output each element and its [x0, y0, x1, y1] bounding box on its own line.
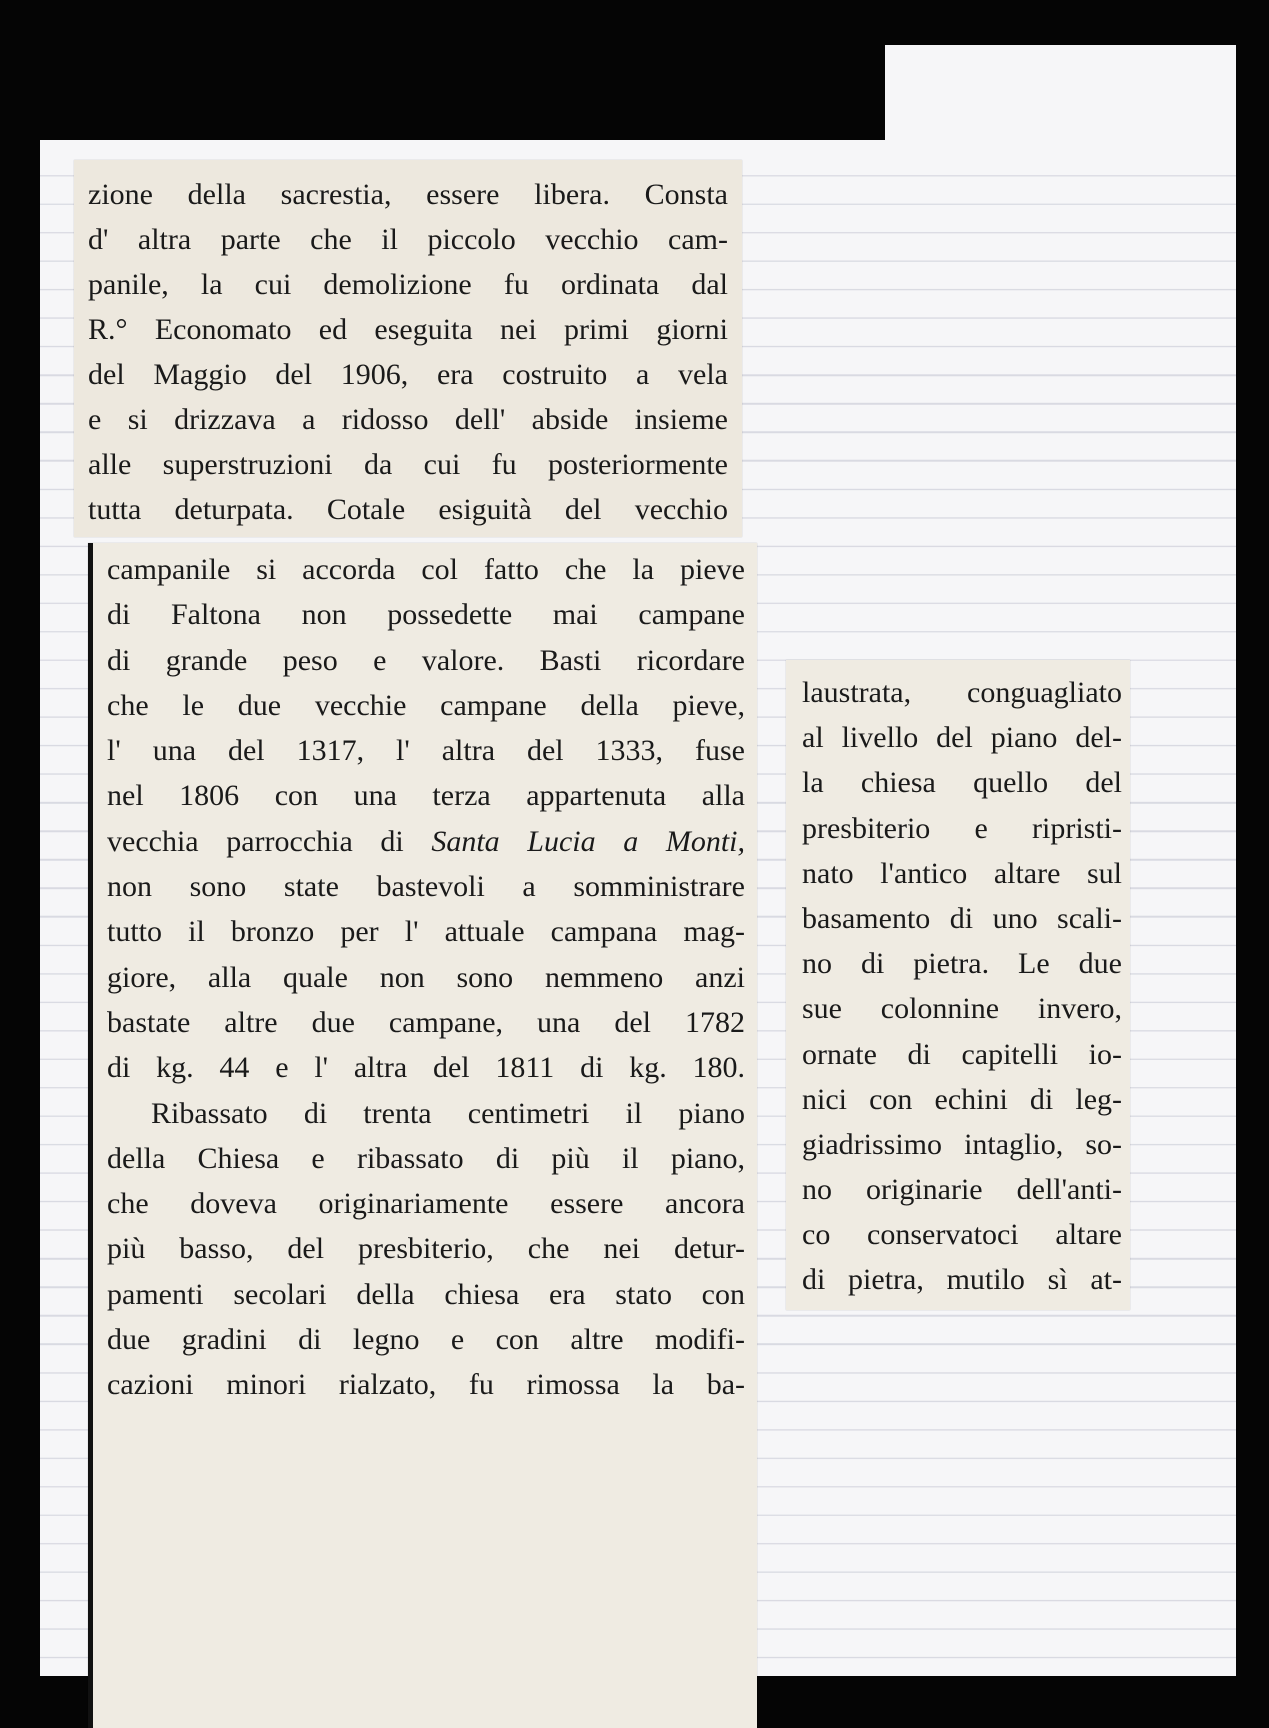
text-line: nici con echini di leg-	[802, 1082, 1122, 1116]
text-line: giore, alla quale non sono nemmeno anzi	[107, 960, 745, 994]
text-line: no originarie dell'anti-	[802, 1173, 1122, 1207]
text-segment: vecchia parrocchia di	[107, 824, 432, 858]
text-line: la chiesa quello del	[802, 766, 1122, 800]
text-line: nel 1806 con una terza appartenuta alla	[107, 779, 745, 813]
text-line: pamenti secolari della chiesa era stato con	[107, 1277, 745, 1311]
text-line: ornate di capitelli io-	[802, 1037, 1122, 1071]
text-line: zione della sacrestia, essere libera. Consta	[88, 178, 728, 211]
text-line: co conservatoci altare	[802, 1218, 1122, 1252]
text-line: l' una del 1317, l' altra del 1333, fuse	[107, 734, 745, 768]
text-line: di grande peso e valore. Basti ricordare	[107, 643, 745, 677]
text-line: del Maggio del 1906, era costruito a vela	[88, 358, 728, 391]
text-line: due gradini di legno e con altre modifi-	[107, 1323, 745, 1357]
text-line: nato l'antico altare sul	[802, 856, 1122, 890]
newspaper-clipping-right	[786, 660, 1130, 1310]
newspaper-clipping-main	[88, 543, 757, 1728]
text-line-with-place-name	[107, 819, 745, 864]
text-line: presbiterio e ripristi-	[802, 811, 1122, 845]
text-line: cazioni minori rialzato, fu rimossa la ba-	[107, 1368, 745, 1402]
text-line: giadrissimo intaglio, so-	[802, 1127, 1122, 1161]
text-line: campanile si accorda col fatto che la pieve	[107, 553, 745, 586]
text-line: della Chiesa e ribassato di più il piano,	[107, 1141, 745, 1175]
text-line: alle superstruzioni da cui fu posteriormente	[88, 448, 728, 481]
album-page-tab	[885, 45, 1236, 155]
clipping-text	[88, 172, 728, 532]
text-line: no di pietra. Le due	[802, 947, 1122, 981]
text-line: e si drizzava a ridosso dell' abside insieme	[88, 403, 728, 436]
text-line: di pietra, mutilo sì at-	[802, 1263, 1122, 1297]
text-line: tutto il bronzo per l' attuale campana mag-	[107, 915, 745, 949]
newspaper-clipping-top-left	[74, 160, 742, 537]
clipping-text	[107, 547, 745, 1408]
text-line: più basso, del presbiterio, che nei detur-	[107, 1232, 745, 1266]
text-line: R.° Economato ed eseguita nei primi giorni	[88, 313, 728, 346]
text-line: bastate altre due campane, una del 1782	[107, 1005, 745, 1039]
text-line: panile, la cui demolizione fu ordinata dal	[88, 268, 728, 301]
text-line: che doveva originariamente essere ancora	[107, 1187, 745, 1221]
text-line: d' altra parte che il piccolo vecchio cam-	[88, 223, 728, 256]
text-line: laustrata, conguagliato	[802, 676, 1122, 709]
clipping-text	[802, 670, 1122, 1303]
text-line: tutta deturpata. Cotale esiguità del vecchio	[88, 493, 728, 526]
text-line: di kg. 44 e l' altra del 1811 di kg. 180.	[107, 1051, 745, 1085]
text-line: basamento di uno scali-	[802, 901, 1122, 935]
text-line: non sono state bastevoli a somministrare	[107, 870, 745, 904]
text-line: al livello del piano del-	[802, 721, 1122, 755]
italic-place-name: Santa Lucia a Monti,	[431, 824, 745, 858]
text-line: sue colonnine invero,	[802, 992, 1122, 1026]
text-line: di Faltona non possedette mai campane	[107, 598, 745, 632]
paragraph-start-line: Ribassato di trenta centimetri il piano	[151, 1096, 745, 1130]
text-line: che le due vecchie campane della pieve,	[107, 688, 745, 722]
